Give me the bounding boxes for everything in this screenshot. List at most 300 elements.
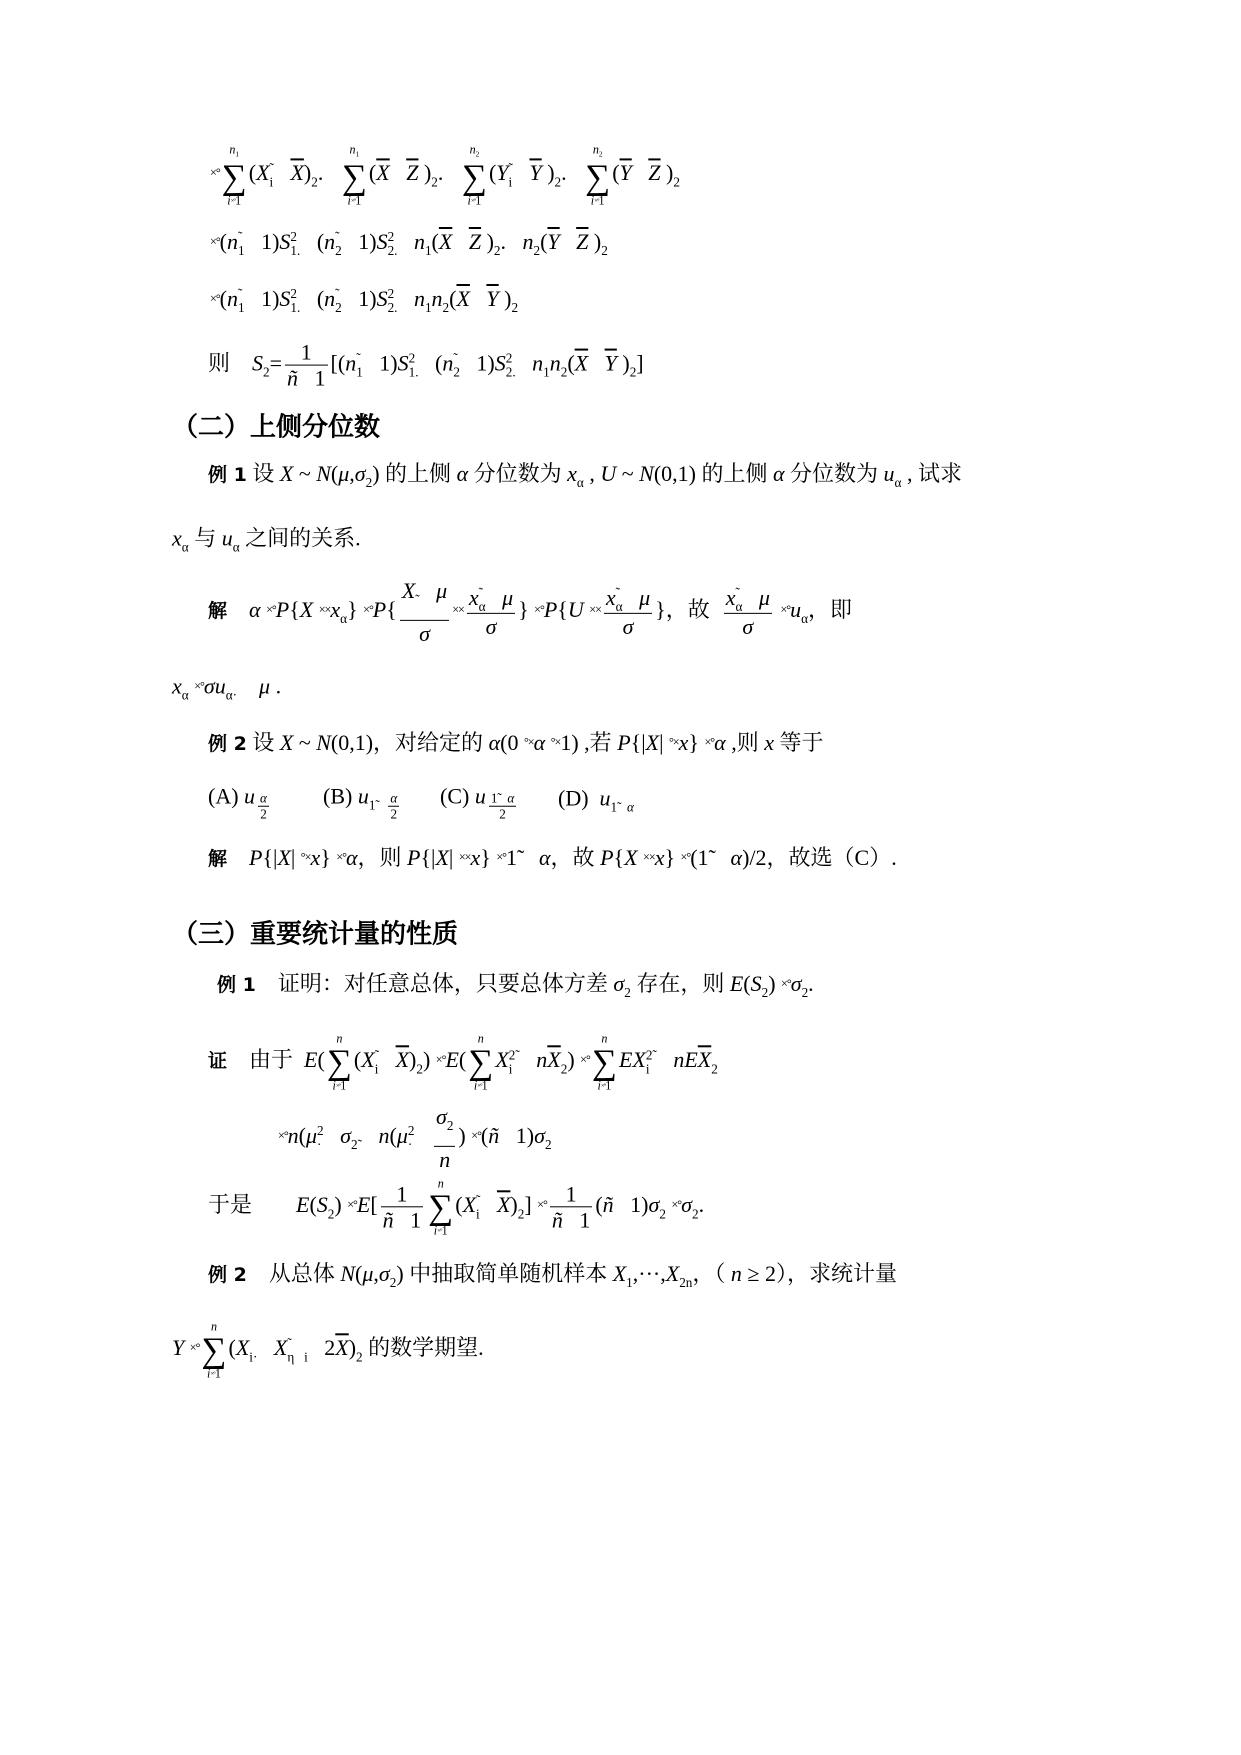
math-variable: u [790, 597, 802, 623]
math-scripts [233, 527, 240, 554]
math-variable: U [567, 597, 584, 623]
math-variable: α [538, 844, 551, 870]
math-variable: n [437, 1176, 444, 1191]
math-scripts [486, 778, 519, 823]
garbled-symbol: ×° [266, 602, 276, 617]
fraction-denominator [434, 1147, 455, 1172]
subscript [601, 258, 608, 271]
text-run: ( [488, 160, 497, 186]
text-run: {| [630, 729, 646, 755]
text-run: | [659, 729, 669, 755]
math-mean: $\overline{X}$ [335, 1335, 349, 1361]
example-1-statement-continued [172, 526, 361, 555]
math-scripts [290, 287, 300, 315]
text-run: 分位数为 [784, 461, 884, 487]
math-variable: σ [203, 673, 215, 699]
sum-symbol: ∑ [428, 1187, 454, 1227]
subscript [673, 189, 680, 202]
superscript [679, 1263, 692, 1276]
subscript: 2. [505, 364, 516, 380]
math-variable: ñ [602, 1192, 614, 1218]
fraction-denominator [400, 621, 449, 646]
text-run: )/2，故选（C）. [742, 844, 897, 870]
text-run: 1) [499, 1123, 535, 1149]
garbled-symbol: ×° [671, 1197, 682, 1212]
text-run: . [808, 971, 814, 997]
math-variable: x [725, 584, 736, 610]
math-variable: i [207, 1366, 211, 1381]
text-run: (0,1) 的上侧 [653, 461, 773, 487]
subscript: 1. [290, 299, 301, 315]
fraction-numerator [388, 791, 399, 807]
superscript: 2 [624, 984, 631, 1000]
math-scripts [238, 230, 245, 258]
subscript: α· [225, 687, 238, 703]
math-variable: μ [338, 461, 350, 487]
text-run: 的数学期望. [362, 1335, 484, 1361]
text-run: ) [458, 1123, 472, 1149]
math-variable: X [435, 844, 449, 870]
subscript: α [232, 539, 240, 555]
subscript: 2 [598, 150, 603, 159]
fraction-numerator [258, 791, 269, 807]
subscript: α [576, 474, 584, 490]
text-run: { [613, 844, 625, 870]
text-run: 1 [300, 339, 312, 365]
text-run: (0,1)，对给定的 [330, 729, 489, 755]
fraction [550, 1181, 593, 1233]
math-variable: E [296, 1192, 310, 1218]
math-variable: X [279, 729, 294, 755]
math-variable: ñ [382, 1207, 394, 1233]
math-variable: σ [790, 971, 802, 997]
text-run: ~ [293, 729, 317, 755]
math-variable: n [469, 142, 476, 157]
math-mean: $\overline{X}$ [456, 286, 470, 312]
subscript [328, 1221, 335, 1234]
text-run: {| [262, 844, 278, 870]
text-run: ( [418, 350, 443, 376]
text-run [362, 1123, 379, 1148]
math-scripts [646, 1048, 657, 1076]
text-run: 1 [565, 1181, 577, 1207]
text-run: ( [480, 1123, 489, 1149]
superscript [233, 527, 240, 540]
math-variable: n [349, 142, 356, 157]
math-variable: U [600, 461, 617, 487]
subscript [431, 189, 438, 202]
text-run: | [290, 844, 301, 870]
text-run [632, 160, 649, 185]
text-run: ) 的上侧 [372, 461, 457, 487]
math-variable: n [210, 1319, 217, 1334]
subscript: 1. [408, 364, 419, 380]
math-variable: x [654, 844, 665, 870]
text-run: ) 中抽取简单随机样本 [396, 1261, 613, 1287]
garbled-symbol: ×° [335, 1082, 341, 1090]
subscript: 2n [679, 1274, 693, 1290]
summation [428, 1177, 453, 1236]
math-variable: EX [618, 1047, 646, 1073]
math-mean: $\overline{X}$ [290, 160, 304, 186]
example-3-proof [208, 1032, 718, 1091]
superscript: 2 [263, 364, 270, 380]
subscript: i [508, 1060, 513, 1076]
text-run [379, 1047, 396, 1072]
text-run: ) [303, 160, 312, 186]
summation [327, 1032, 352, 1091]
math-variable: X [612, 1261, 627, 1287]
math-variable: S [494, 350, 506, 376]
superscript: 2 [387, 286, 395, 302]
subscript [659, 1221, 666, 1234]
sum-symbol: ∑ [326, 1042, 352, 1082]
text-run: 1 [396, 1181, 408, 1207]
text-run: 1) [459, 350, 495, 376]
math-variable: X [361, 1047, 375, 1073]
garbled-symbol: ×× [458, 850, 471, 865]
math-variable: P [617, 729, 631, 755]
fraction-denominator [381, 1208, 424, 1233]
superscript: 2 [446, 1117, 454, 1133]
math-mean: $\overline{X}$ [376, 160, 390, 186]
math-variable: α [730, 844, 743, 870]
subscript [555, 189, 562, 202]
text-run: ) [660, 160, 674, 186]
text-run: . [698, 1192, 705, 1218]
formula-pooled-variance [208, 340, 644, 393]
text-run: ) [418, 160, 432, 186]
text-run: 1̃ [505, 844, 539, 870]
superscript: 2˜ [508, 1047, 520, 1063]
math-variable: σ [435, 1103, 447, 1129]
text-run [227, 597, 249, 622]
math-variable: α [533, 729, 546, 755]
math-variable: X [256, 160, 270, 186]
math-scripts [512, 301, 519, 328]
subscript: 2 [442, 299, 450, 315]
fraction-denominator [604, 614, 652, 639]
sum-lower-limit [222, 195, 247, 207]
text-run: ，则 [357, 844, 408, 870]
text-run: 由于 [227, 1047, 305, 1073]
superscript [543, 352, 550, 365]
math-scripts [388, 230, 398, 258]
formula-variance-simplified [210, 286, 518, 328]
math-scripts [388, 287, 398, 315]
superscript: 2 [511, 299, 519, 315]
text-run [324, 1123, 341, 1148]
garbled-symbol: ×° [189, 1340, 200, 1355]
garbled-symbol: ×° [230, 197, 236, 205]
example-1-statement [208, 461, 962, 503]
subscript: 1 [355, 150, 360, 159]
text-run [486, 584, 503, 609]
garbled-symbol: ×° [600, 1082, 606, 1090]
math-variable: σ [613, 971, 625, 997]
text-run: ( [458, 1047, 467, 1073]
text-run [257, 1335, 274, 1360]
text-run: 2 [499, 807, 506, 823]
text-run: 1 [441, 1223, 448, 1238]
summation [201, 1320, 226, 1379]
superscript: 2 [407, 1123, 415, 1139]
math-variable: n [345, 350, 357, 376]
math-variable: S [252, 350, 264, 376]
text-run: 1 [340, 1078, 347, 1093]
math-variable: n [730, 1261, 742, 1287]
fraction [381, 1181, 424, 1233]
superscript [255, 778, 272, 791]
math-variable: n [477, 1031, 484, 1046]
superscript: 2 [601, 242, 608, 258]
math-variable: σ [354, 461, 366, 487]
text-run: ( [219, 286, 227, 312]
text-run: ) [422, 1047, 436, 1073]
math-variable: P [543, 597, 558, 623]
math-mean: $\overline{X}$ [574, 350, 589, 376]
text-run: 从总体 [246, 1261, 341, 1287]
superscript [577, 463, 584, 476]
math-variable: S [397, 350, 409, 376]
math-scripts [479, 586, 486, 614]
text-run: ) [510, 1192, 518, 1218]
math-variable: x [468, 584, 479, 610]
math-variable: u [244, 783, 256, 809]
text-run [623, 584, 640, 609]
subscript [711, 1076, 718, 1089]
text-run: 设 [246, 461, 280, 487]
math-variable: i [467, 193, 471, 208]
math-variable: n [413, 229, 425, 255]
math-variable: x [605, 584, 616, 610]
garbled-symbol: ×× [589, 602, 601, 617]
text-run: , [583, 461, 601, 487]
fraction-denominator [258, 807, 269, 822]
math-variable: σ [419, 620, 430, 646]
garbled-symbol: °× [550, 735, 561, 750]
subscript [366, 490, 373, 503]
math-mean: $\overline{Z}$ [648, 160, 661, 186]
text-run [513, 160, 530, 185]
math-scripts [509, 1048, 520, 1076]
text-run [452, 229, 469, 254]
subscript: 1 [356, 364, 363, 380]
fraction [724, 584, 772, 639]
math-scripts [577, 463, 584, 490]
math-variable: n [336, 1031, 343, 1046]
superscript [182, 675, 189, 688]
math-variable: σ [534, 1123, 545, 1149]
math-variable: n [227, 286, 238, 312]
math-variable: P [372, 597, 387, 623]
math-variable: nE [673, 1047, 698, 1073]
text-run: 于是 [208, 1192, 297, 1218]
text-run: 则 [208, 350, 253, 376]
text-run: ，故 [550, 844, 601, 870]
subscript [351, 1152, 362, 1165]
math-variable: X [624, 844, 638, 870]
subscript [692, 1221, 699, 1234]
example-3-proof-conclusion [208, 1177, 704, 1236]
math-mean: $\overline{Y}$ [486, 286, 499, 312]
superscript: ˜ [269, 160, 274, 176]
sum-lower-limit [585, 195, 610, 207]
subscript [802, 1000, 809, 1013]
subscript: 2 [335, 242, 342, 258]
text-run [420, 578, 437, 603]
math-variable: α [488, 729, 501, 755]
garbled-symbol: ×° [781, 976, 791, 991]
garbled-symbol: ×° [704, 735, 715, 750]
math-variable: E [304, 1047, 318, 1073]
math-variable: N [316, 729, 331, 755]
superscript: ˜ [735, 584, 740, 600]
math-variable: P [407, 844, 421, 870]
math-variable: X [279, 461, 294, 487]
subscript: i [508, 173, 513, 189]
math-mean: $\overline{Y}$ [619, 160, 632, 186]
math-variable: n [549, 350, 561, 376]
summation [462, 143, 487, 206]
garbled-symbol: ×° [580, 1052, 590, 1067]
math-scripts [543, 352, 550, 379]
section-heading-quantiles: （二）上侧分位数 [172, 412, 381, 443]
math-variable: n [442, 350, 454, 376]
text-run: ( [309, 1192, 317, 1218]
fraction-denominator [285, 366, 328, 391]
superscript: ˜ [335, 229, 340, 245]
math-variable: X [235, 1335, 250, 1361]
text-run: 1) [362, 350, 398, 376]
math-mean: $\overline{Z}$ [468, 229, 482, 255]
math-scripts [335, 287, 342, 315]
sum-symbol: ∑ [468, 1042, 494, 1082]
text-run: } [320, 844, 337, 870]
sum-lower-limit [468, 1080, 493, 1092]
text-run: 1 [605, 1078, 612, 1093]
math-scripts [711, 1062, 718, 1089]
garbled-symbol: ×° [194, 678, 204, 693]
text-run: (B) [323, 783, 358, 809]
math-variable: N [639, 461, 654, 487]
text-run: ) [541, 160, 555, 186]
math-variable: i [473, 1078, 478, 1093]
math-variable: P [275, 597, 290, 623]
math-scripts [506, 352, 516, 380]
text-run: 与 [188, 525, 222, 551]
math-variable: σ [622, 614, 634, 640]
text-run: 1 [214, 1366, 221, 1381]
math-variable: α [772, 461, 785, 487]
math-variable: μ [259, 673, 271, 699]
superscript: 2 [691, 1205, 699, 1221]
example-1-solution [208, 578, 852, 646]
formula-variance-decomposition [210, 229, 608, 271]
math-scripts [311, 175, 318, 202]
garbled-symbol: ×° [363, 602, 373, 617]
text-run: . [270, 673, 282, 699]
text-run: 2 [390, 807, 398, 823]
math-variable: i [227, 193, 231, 208]
math-variable: n [413, 286, 425, 312]
text-run: { [289, 597, 300, 623]
text-run: . [317, 160, 340, 186]
text-run: ( [300, 286, 325, 312]
subscript: 2. [387, 299, 398, 315]
subscript: α [735, 598, 743, 614]
subscript [415, 607, 419, 620]
superscript: 2 [387, 229, 395, 245]
math-scripts [616, 586, 623, 614]
text-run: ( [330, 461, 339, 487]
math-variable: X [495, 1047, 509, 1073]
math-variable: n [229, 142, 236, 157]
superscript: 2 [416, 1060, 423, 1076]
text-run: { [386, 597, 397, 623]
fraction-numerator [724, 584, 772, 614]
text-run: , [373, 1261, 379, 1287]
fraction [258, 791, 269, 822]
superscript: ˜ [476, 1192, 481, 1208]
text-run: ( [353, 1047, 362, 1073]
subscript: 1 [238, 299, 245, 315]
math-variable: n [532, 350, 544, 376]
text-run: , [349, 461, 355, 487]
superscript: ˜ [238, 286, 243, 302]
text-run: ( [540, 229, 548, 255]
math-scripts [356, 352, 363, 380]
text-run: 1 [475, 193, 482, 208]
math-scripts [545, 1138, 552, 1165]
garbled-symbol: ×° [594, 197, 599, 205]
garbled-symbol: ×° [477, 1082, 482, 1090]
math-scripts [182, 675, 189, 702]
math-variable: S [279, 286, 291, 312]
text-run: }，故 [655, 597, 721, 623]
sum-symbol: ∑ [585, 157, 611, 197]
math-variable: ñ [287, 365, 299, 391]
text-run: ( [228, 1335, 236, 1361]
math-variable: μ [639, 584, 651, 610]
fraction-numerator [489, 791, 516, 807]
math-scripts [494, 244, 501, 271]
text-run: ( [389, 1123, 397, 1149]
bold-label: 例 2 [208, 1264, 247, 1287]
example-3-proof-step [278, 1104, 552, 1172]
superscript: 2 [711, 1060, 718, 1076]
math-scripts [801, 599, 808, 626]
subscript: · [407, 1136, 413, 1152]
subscript [494, 258, 501, 271]
subscript: 2 [560, 364, 568, 380]
text-run: 1 [481, 1078, 488, 1093]
math-variable: i [590, 193, 595, 208]
text-run: 分位数为 [468, 461, 568, 487]
math-variable: α [345, 844, 358, 870]
math-variable: σ [340, 1123, 351, 1149]
math-scripts [263, 365, 270, 392]
text-run [397, 229, 414, 254]
garbled-symbol: ×× [643, 850, 655, 865]
fraction-denominator [550, 1208, 593, 1233]
superscript: ˜ [335, 286, 340, 302]
superscript: 2 [317, 1123, 324, 1139]
sum-symbol: ∑ [461, 157, 487, 197]
subscript [447, 1133, 454, 1146]
garbled-symbol: ×° [437, 1227, 442, 1235]
text-run: ( [317, 1047, 325, 1073]
